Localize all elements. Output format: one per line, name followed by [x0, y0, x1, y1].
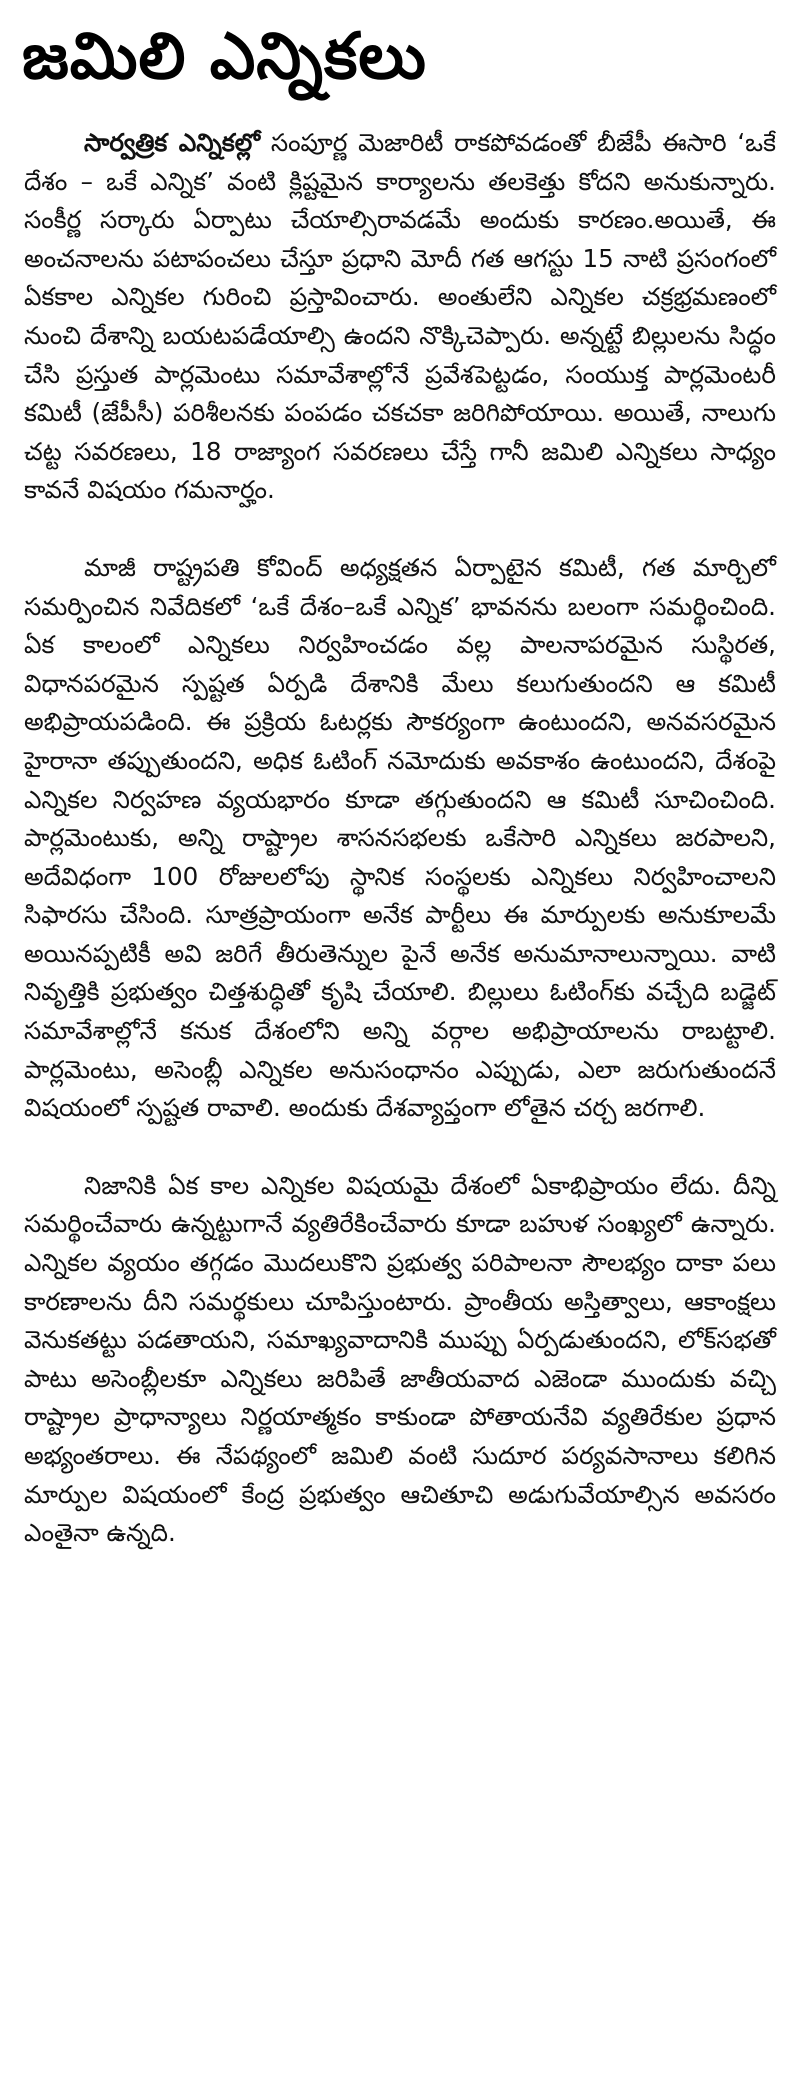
paragraph-text: మాజీ రాష్ట్రపతి కోవింద్ అధ్యక్షతన ఏర్పాటైన కమిటీ, గత మార్చిలో సమర్పించిన నివేదికలో ‘ఒకే దేశం–ఒకే ఎన్నిక’ భావనను బలంగా సమర్థించింది. ఏక కాలంలో ఎన్నికలు నిర్వహించడం వల్ల పాలనాపరమైన సుస్థిరత, విధానపరమైన స్పష్టత ఏర్పడి దేశానికి మేలు కలుగుతుందని ఆ కమిటీ అభిప్రాయపడింది. ఈ ప్రక్రియ ఓటర్లకు సౌకర్యంగా ఉంటుందని, అనవసరమైన హైరానా తప్పుతుందని, అధిక ఓటింగ్ నమోదుకు అవకాశం ఉంటుందని, దేశంపై ఎన్నికల నిర్వహణ వ్యయభారం కూడా తగ్గుతుందని ఆ కమిటీ సూచించింది. పార్లమెంటుకు, అన్ని రాష్ట్రాల శాసనసభలకు ఒకేసారి ఎన్నికలు జరపాలని, అదేవిధంగా 100 రోజులలోపు స్థానిక సంస్థలకు ఎన్నికలు నిర్వహించాలని సిఫారసు చేసింది. సూత్రప్రాయంగా అనేక పార్టీలు ఈ మార్పులకు అనుకూలమే అయినప్పటికీ అవి జరిగే తీరుతెన్నుల పైనే అనేక అనుమానాలున్నాయి. వాటి నివృత్తికి ప్రభుత్వం చిత్తశుద్ధితో కృషి చేయాలి. బిల్లులు ఓటింగ్‌కు వచ్చేది బడ్జెట్ సమావేశాల్లోనే కనుక దేశంలోని అన్ని వర్గాల అభిప్రాయాలను రాబట్టాలి. పార్లమెంటు, అసెంబ్లీ ఎన్నికల అనుసంధానం ఎప్పుడు, ఎలా జరుగుతుందనే విషయంలో స్పష్టత రావాలి. అందుకు దేశవ్యాప్తంగా లోతైన చర్చ జరగాలి.: [24, 552, 776, 1123]
paragraph-text: నిజానికి ఏక కాల ఎన్నికల విషయమై దేశంలో ఏకాభిప్రాయం లేదు. దీన్ని సమర్థించేవారు ఉన్నట్టుగానే వ్యతిరేకించేవారు కూడా బహుళ సంఖ్యలో ఉన్నారు. ఎన్నికల వ్యయం తగ్గడం మొదలుకొని ప్రభుత్వ పరిపాలనా సౌలభ్యం దాకా పలు కారణాలను దీని సమర్థకులు చూపిస్తుంటారు. ప్రాంతీయ అస్తిత్వాలు, ఆకాంక్షలు వెనుకతట్టు పడతాయని, సమాఖ్యవాదానికి ముప్పు ఏర్పడుతుందని, లోక్‌సభతో పాటు అసెంబ్లీలకూ ఎన్నికలు జరిపితే జాతీయవాద ఎజెండా ముందుకు వచ్చి రాష్ట్రాల ప్రాధాన్యాలు నిర్ణయాత్మకం కాకుండా పోతాయనేవి వ్యతిరేకుల ప్రధాన అభ్యంతరాలు. ఈ నేపథ్యంలో జమిలి వంటి సుదూర పర్యవసానాలు కలిగిన మార్పుల విషయంలో కేంద్ర ప్రభుత్వం ఆచితూచి అడుగువేయాల్సిన అవసరం ఎంతైనా ఉన్నది.: [24, 1170, 776, 1548]
article-paragraph-3: [24, 1167, 776, 1553]
paragraph-lead-phrase: సార్వత్రిక ఎన్నికల్లో: [84, 128, 261, 157]
article-paragraph-2: [24, 549, 776, 1128]
paragraph-text: సంపూర్ణ మెజారిటీ రాకపోవడంతో బీజేపీ ఈసారి ‘ఒకే దేశం – ఒకే ఎన్నిక’ వంటి క్లిష్టమైన కార్యాలను తలకెత్తు కోదని అనుకున్నారు. సంకీర్ణ సర్కారు ఏర్పాటు చేయాల్సిరావడమే అందుకు కారణం.అయితే, ఈ అంచనాలను పటాపంచలు చేస్తూ ప్రధాని మోదీ గత ఆగస్టు 15 నాటి ప్రసంగంలో ఏకకాల ఎన్నికల గురించి ప్రస్తావించారు. అంతులేని ఎన్నికల చక్రభ్రమణంలో నుంచి దేశాన్ని బయటపడేయాల్సి ఉందని నొక్కిచెప్పారు. అన్నట్టే బిల్లులను సిద్ధం చేసి ప్రస్తుత పార్లమెంటు సమావేశాల్లోనే ప్రవేశపెట్టడం, సంయుక్త పార్లమెంటరీ కమిటీ (జేపీసీ) పరిశీలనకు పంపడం చకచకా జరిగిపోయాయి. అయితే, నాలుగు చట్ట సవరణలు, 18 రాజ్యాంగ సవరణలు చేస్తే గానీ జమిలి ఎన్నికలు సాధ్యం కావనే విషయం గమనార్హం.: [24, 128, 776, 505]
article-headline: జమిలి ఎన్నికలు: [22, 20, 427, 94]
article-paragraph-1: [24, 124, 776, 510]
article-body: [24, 124, 776, 1592]
